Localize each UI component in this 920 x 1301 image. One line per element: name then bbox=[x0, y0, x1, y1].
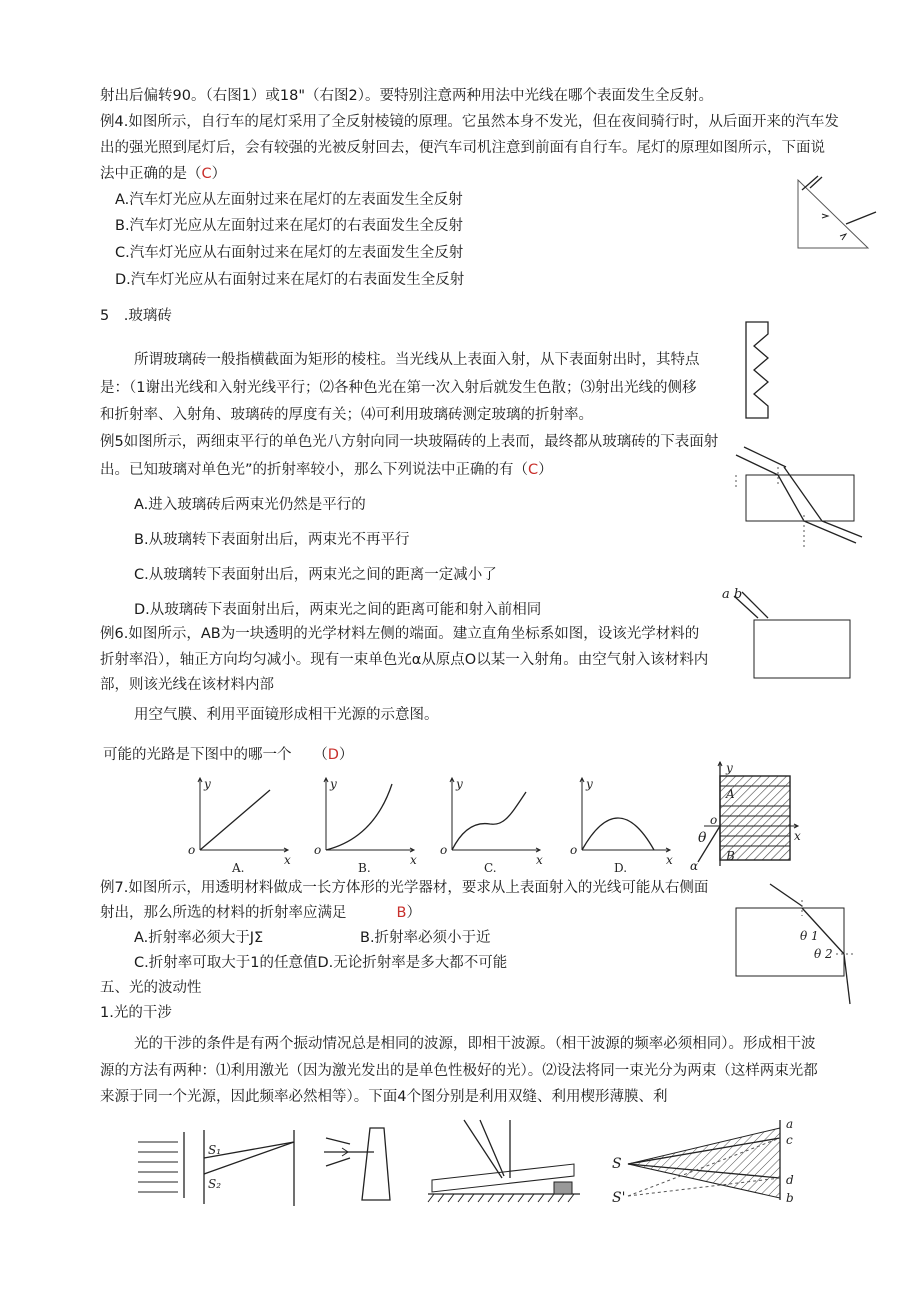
example-5-stem: 例5如图所示，两细束平行的单色光八方射向同一块玻隔砖的上表而，最终都从玻璃砖的下表面射 bbox=[100, 434, 719, 450]
text-line: 可能的光路是下图中的哪一个 （D） bbox=[103, 747, 354, 763]
wedge-film-figure bbox=[320, 1124, 400, 1204]
answer-mark: B bbox=[396, 905, 407, 921]
svg-text:y: y bbox=[330, 777, 337, 791]
text-line: 出的强光照到尾灯后，会有较强的光被反射回去，便汽车司机注意到前面有自行车。尾灯的原理如图所示，下面说 bbox=[100, 140, 825, 156]
svg-text:d: d bbox=[786, 1173, 794, 1187]
text-line: 法中正确的是（C） bbox=[100, 166, 227, 182]
svg-text:D.: D. bbox=[614, 861, 628, 875]
paragraph-line: 是：（1谢出光线和入射光线平行；⑵各种色光在第一次入射后就发生色散；⑶射出光线的侧移 bbox=[100, 380, 697, 396]
text-line: 折射率沿），轴正方向均匀减小。现有一束单色光α从原点O以某一入射角。由空气射入该材料内 bbox=[100, 652, 709, 668]
svg-text:S₁: S₁ bbox=[208, 1143, 222, 1157]
option-b: B.汽车灯光应从左面射过来在尾灯的右表面发生全反射 bbox=[115, 218, 464, 234]
option-b: B.从玻璃转下表面射出后，两束光不再平行 bbox=[134, 532, 410, 548]
graph-option-c bbox=[440, 776, 550, 876]
svg-text:θ: θ bbox=[698, 830, 707, 846]
svg-text:y: y bbox=[726, 761, 733, 775]
option-c-d: C.折射率可取大于1的任意值D.无论折射率是多大都不可能 bbox=[134, 955, 508, 971]
svg-text:x: x bbox=[536, 853, 543, 867]
paragraph-line: 所谓玻璃砖一般指横截面为矩形的棱柱。当光线从上表面入射，从下表面射出时，其特点 bbox=[134, 352, 700, 368]
answer-mark: D bbox=[327, 747, 339, 763]
graph-option-d bbox=[570, 776, 680, 876]
svg-text:y: y bbox=[586, 777, 593, 791]
svg-text:A: A bbox=[726, 787, 735, 801]
taillight-prism-figure bbox=[792, 174, 882, 254]
section-heading: 5 .玻璃砖 bbox=[100, 308, 172, 324]
text-line: 出。已知玻璃对单色光”的折射率较小，那么下列说法中正确的有（C） bbox=[100, 462, 553, 478]
option-d: D.汽车灯光应从右面射过来在尾灯的右表面发生全反射 bbox=[115, 272, 465, 288]
svg-text:o: o bbox=[440, 843, 448, 857]
material-block-coordinate-figure bbox=[690, 762, 800, 872]
svg-text:a: a bbox=[786, 1117, 794, 1131]
svg-text:A.: A. bbox=[232, 861, 245, 875]
svg-text:x: x bbox=[666, 853, 673, 867]
svg-text:b: b bbox=[786, 1191, 794, 1205]
example-6-stem: 例6.如图所示，AB为一块透明的光学材料左侧的端面。建立直角坐标系如图，设该光学材料的 bbox=[100, 626, 700, 642]
option-a: A.汽车灯光应从左面射过来在尾灯的左表面发生全反射 bbox=[115, 192, 463, 208]
svg-text:θ 2: θ 2 bbox=[814, 947, 833, 961]
paragraph-line: 和折射率、入射角、玻璃砖的厚度有关；⑷可利用玻璃砖测定玻璃的折射率。 bbox=[100, 407, 593, 423]
text-line: 部，则该光线在该材料内部 bbox=[100, 677, 274, 693]
svg-text:S: S bbox=[612, 1156, 622, 1172]
svg-text:x: x bbox=[284, 853, 291, 867]
paragraph-line: 来源于同一个光源，因此频率必然相等）。下面4个图分别是利用双缝、利用楔形薄膜、利 bbox=[100, 1089, 668, 1105]
example-7-stem: 例7.如图所示，用透明材料做成一长方体形的光学器材，要求从上表面射入的光线可能从右侧面 bbox=[100, 880, 709, 896]
svg-text:o: o bbox=[188, 843, 196, 857]
svg-text:B.: B. bbox=[358, 861, 371, 875]
glass-brick-figure bbox=[730, 445, 870, 555]
double-slit-figure bbox=[134, 1128, 304, 1208]
svg-text:o: o bbox=[314, 843, 322, 857]
option-a: A.进入玻璃砖后两束光仍然是平行的 bbox=[134, 497, 366, 513]
section-heading: 五、光的波动性 bbox=[100, 980, 202, 996]
graph-option-b bbox=[314, 776, 424, 876]
svg-text:y: y bbox=[456, 777, 463, 791]
option-a: A.折射率必须大于JΣ bbox=[134, 930, 264, 946]
rays-ab-block-figure bbox=[718, 584, 858, 684]
option-d: D.从玻璃砖下表面射出后，两束光之间的距离可能和射入前相同 bbox=[134, 602, 542, 618]
graph-option-a bbox=[188, 776, 298, 876]
text-line: 用空气膜、利用平面镜形成相干光源的示意图。 bbox=[134, 707, 439, 723]
answer-mark: C bbox=[201, 166, 212, 182]
paragraph-line: 光的干涉的条件是有两个振动情况总是相同的波源，即相干波源。（相干波源的频率必须相同）。形成相干波 bbox=[134, 1036, 816, 1052]
svg-text:α: α bbox=[690, 859, 699, 873]
svg-text:c: c bbox=[786, 1133, 793, 1147]
svg-text:C.: C. bbox=[484, 861, 497, 875]
text-line: 射出后偏转90。（右图1）或18"（右图2）。要特别注意两种用法中光线在哪个表面发生全反射。 bbox=[100, 88, 714, 104]
svg-text:B: B bbox=[726, 849, 735, 863]
reflector-zigzag-figure bbox=[742, 320, 776, 420]
mirror-coherent-source-figure bbox=[608, 1118, 808, 1208]
example-4-stem: 例4.如图所示，自行车的尾灯采用了全反射棱镜的原理。它虽然本身不发光，但在夜间骑行时，从后面开来的汽车发 bbox=[100, 114, 839, 130]
svg-text:o: o bbox=[570, 843, 578, 857]
subsection-heading: 1.光的干涉 bbox=[100, 1005, 172, 1021]
svg-text:S₂: S₂ bbox=[208, 1177, 222, 1191]
svg-text:x: x bbox=[410, 853, 417, 867]
svg-text:x: x bbox=[794, 829, 801, 843]
paragraph-line: 源的方法有两种：⑴利用激光（因为激光发出的是单色性极好的光）。⑵设法将同一束光分为两束（这样两束光都 bbox=[100, 1063, 818, 1079]
option-c: C.汽车灯光应从右面射过来在尾灯的左表面发生全反射 bbox=[115, 245, 464, 261]
svg-text:o: o bbox=[710, 813, 718, 827]
text-line: 射出，那么所选的材料的折射率应满足 B） bbox=[100, 905, 421, 921]
svg-text:y: y bbox=[204, 777, 211, 791]
svg-text:θ 1: θ 1 bbox=[800, 929, 819, 943]
svg-text:S': S' bbox=[612, 1190, 626, 1206]
option-c: C.从玻璃转下表面射出后，两束光之间的距离一定减小了 bbox=[134, 567, 497, 583]
answer-mark: C bbox=[528, 462, 539, 478]
option-b: B.折射率必须小于近 bbox=[360, 930, 491, 946]
rect-prism-refraction-figure bbox=[730, 880, 860, 1010]
svg-text:a b: a b bbox=[722, 587, 743, 602]
air-film-wedge-figure bbox=[424, 1118, 584, 1208]
